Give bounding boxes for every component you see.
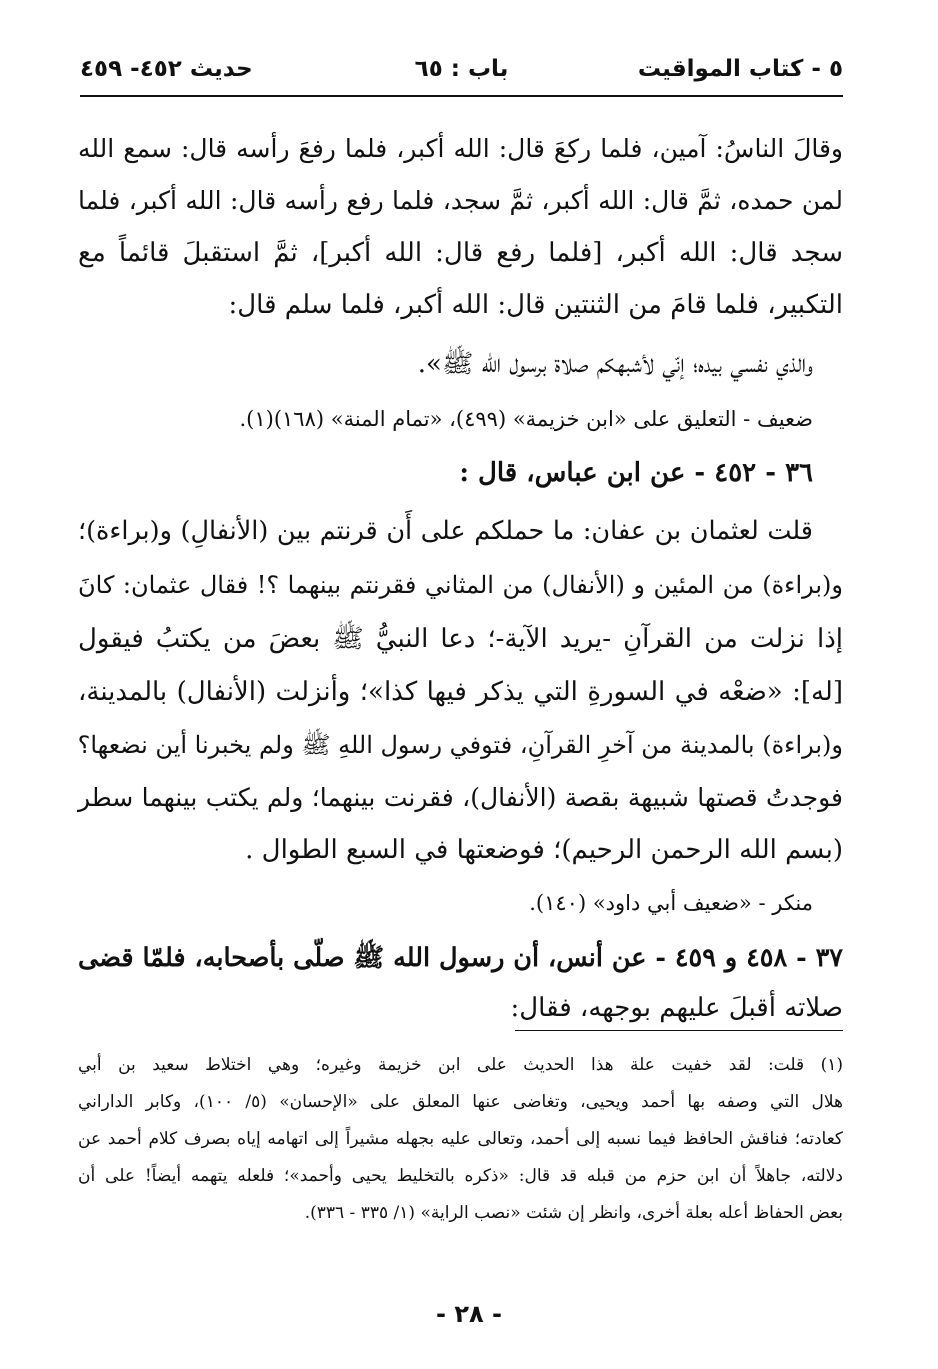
body-line: والذي نفسي بيده؛ إنّي لأشبهكم صلاة برسول الله ﷺ». [417,349,813,379]
chapter-label: باب : ٦٥ [414,56,509,82]
body-line: و(براءة) من المئين و (الأنفال) من المثاني فقرنتم بينهما ؟! فقال عثمان: كانَ [78,571,843,599]
body-line: التكبير، فلما قامَ من الثنتين قال: الله أكبر، فلما سلم قال: [228,290,843,320]
book-title: ٥ - كتاب المواقيت [637,56,843,82]
body-line: وقالَ الناسُ: آمين، فلما ركعَ قال: الله أكبر، فلما رفعَ رأسه قال: سمع الله [78,134,843,163]
header-rule [80,95,843,97]
body-line: سجد قال: الله أكبر، [فلما رفع قال: الله أكبر]، ثمَّ استقبلَ قائماً مع [78,238,843,268]
body-line: قلت لعثمان بن عفان: ما حملكم على أَن قرنتم بين (الأنفالِ) و(براءة)؛ [78,516,813,546]
footnote-line: بعض الحفاظ أعله بعلة أخرى، وانظر إن شئت «نصب الراية» (١/ ٣٣٥ - ٣٣٦). [304,1203,843,1223]
page-number: - ٢٨ - [436,1300,502,1328]
hadith-heading: ٣٦ - ٤٥٢ - عن ابن عباس، قال : [459,458,813,488]
grading-line: منكر - «ضعيف أبي داود» (١٤٠). [529,891,813,915]
body-line: صلاته أقبلَ عليهم بوجهه، فقال: [510,993,843,1023]
footnote-rule [515,1030,843,1031]
hadith-range: حديث ٤٥٢- ٤٥٩ [80,56,253,82]
body-line: (بسم الله الرحمن الرحيم)؛ فوضعتها في السبع الطوال . [245,835,843,865]
hadith-heading: ٣٧ - ٤٥٨ و ٤٥٩ - عن أنس، أن رسول الله ﷺ صلّى بأصحابه، فلمّا قضى [78,943,843,973]
footnote-line: كعادته؛ فناقش الحافظ فيما نسبه إلى أحمد، وتعالى عليه بجهله مشيراً إلى اتهامه إياه بصرف كلام أحمد عن [78,1129,843,1149]
footnote-line: دلالته، جاهلاً أن ابن حزم من قبله قد قال: «ذكره بالتخليط يحيى وأحمد»؛ فلعله يتهمه أيضاً! على أن [78,1166,843,1186]
footnote-line: هلال التي وصفه بها أحمد ويحيى، وتغاضى عنها المعلق على «الإحسان» (٥/ ١٠٠)، وكابر الداراني [78,1092,844,1112]
body-line: إذا نزلت من القرآنِ -يريد الآية-؛ دعا النبيُّ ﷺ بعضَ من يكتبُ فيقول [78,624,843,654]
running-header [80,52,843,94]
body-line: [له]: «ضعْه في السورةِ التي يذكر فيها كذا»؛ وأنزلت (الأنفال) بالمدينة، [78,677,843,707]
body-line: لمن حمده، ثمَّ قال: الله أكبر، ثمَّ سجد، فلما رفع رأسه قال: الله أكبر، فلما [78,186,843,215]
grading-line: ضعيف - التعليق على «ابن خزيمة» (٤٩٩)، «تمام المنة» (١٦٨)(١). [239,407,813,431]
footnote-line: (١) قلت: لقد خفيت علة هذا الحديث على ابن خزيمة وغيره؛ وهي اختلاط سعيد بن أبي [78,1055,843,1075]
body-line: فوجدتُ قصتها شبيهة بقصة (الأنفال)، فقرنت بينهما؛ ولم يكتب بينهما سطر [78,783,843,812]
body-line: و(براءة) بالمدينة من آخرِ القرآنِ، فتوفي رسول اللهِ ﷺ ولم يخبرنا أين نضعها؟ [77,731,843,759]
